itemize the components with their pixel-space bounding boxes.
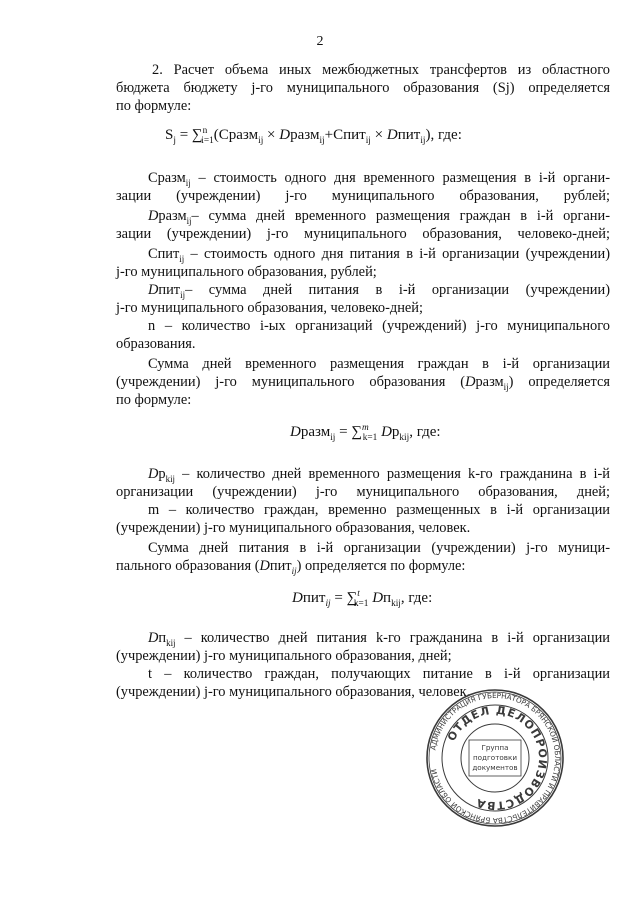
- stamp-center-line-3: документов: [472, 763, 518, 772]
- para2-line-1: Сумма дней временного размещения граждан в i-й организации: [148, 356, 610, 372]
- para1-line-2: бюджета бюджету j-го муниципального образования (Sj) определяется: [116, 80, 610, 96]
- stamp-middle-text: ОТДЕЛ ДЕЛОПРОИЗВОДСТВА: [445, 703, 550, 813]
- def-dp-line-2: организации (учреждении) j-го муниципального образования, дней;: [116, 484, 610, 500]
- stamp-center-line-2: подготовки: [472, 753, 518, 762]
- def-t-line-2: (учреждении) j-го муниципального образования, человек.: [116, 684, 471, 700]
- def-m-line-1: m – количество граждан, временно размещенных в i-й организации: [148, 502, 610, 518]
- para1-line-1: 2. Расчет объема иных межбюджетных трансфертов из областного: [152, 62, 610, 78]
- para3-line-1: Сумма дней питания в i-й организации (учреждении) j-го муници-: [148, 540, 610, 556]
- stamp-center-line-1: Группа: [481, 743, 509, 752]
- formula-sj: $S_j$ = ∑$^n_{i=1}$(Cразм$_{ij}$ × Dразм$_{ij}$+Cпит$_{ij}$ × Dпит$_{ij}$), где:: [165, 126, 462, 146]
- def-crazm-line-1: Cразм$_{ij}$ – стоимость одного дня временного размещения в i-й органи-: [148, 170, 610, 188]
- para2-line-2: (учреждении) j-го муниципального образования (Dразм$_{ij}$) определяется: [116, 374, 611, 392]
- para2-line-3: по формуле:: [116, 392, 192, 408]
- def-dp-line-1: $Dp_{kij}$ – количество дней временного размещения k-го гражданина в i-й: [148, 466, 610, 484]
- def-dpit-line-2: j-го муниципального образования, человеко-дней;: [116, 300, 423, 316]
- para3-line-2: пального образования (Dпит$_{ij}$) определяется по формуле:: [116, 558, 466, 576]
- page-number: 2: [316, 34, 324, 49]
- def-m-line-2: (учреждении) j-го муниципального образования, человек.: [116, 520, 471, 536]
- def-cpit-line-1: Cпит$_{ij}$ – стоимость одного дня питания в i-й организации (учреждении): [148, 246, 610, 264]
- def-cpit-line-2: j-го муниципального образования, рублей;: [116, 264, 377, 280]
- def-dpit-line-1: Dпит$_{ij}$– сумма дней питания в i-й организации (учреждении): [148, 282, 610, 300]
- official-stamp: [425, 688, 565, 828]
- def-t-line-1: t – количество граждан, получающих питание в i-й организации: [148, 666, 610, 682]
- stamp-outer-text: АДМИНИСТРАЦИЯ ГУБЕРНАТОРА БРЯНСКОЙ ОБЛАСТИ И ПРАВИТЕЛЬСТВА БРЯНСКОЙ ОБЛАСТИ: [428, 690, 563, 826]
- def-drazm-line-2: зации (учреждении) j-го муниципального образования, человеко-дней;: [116, 226, 610, 242]
- para1-line-3: по формуле:: [116, 98, 192, 114]
- def-crazm-line-2: зации (учреждении) j-го муниципального образования, рублей;: [116, 188, 610, 204]
- def-dn-line-1: $Dп_{kij}$ – количество дней питания k-го гражданина в i-й организации: [148, 630, 610, 648]
- def-dn-line-2: (учреждении) j-го муниципального образования, дней;: [116, 648, 452, 664]
- formula-dpit: Dпит$_{ij}$ = ∑$^t_{k=1}$ $Dп_{kij}$, где:: [292, 589, 433, 609]
- def-n-line-1: n – количество i-ых организаций (учреждений) j-го муниципального: [148, 318, 610, 334]
- def-drazm-line-1: Dразм$_{ij}$– сумма дней временного размещения граждан в i-й органи-: [148, 208, 610, 226]
- def-n-line-2: образования.: [116, 336, 196, 352]
- formula-drazm: Dразм$_{ij}$ = ∑$^m_{k=1}$ $Dp_{kij}$, где:: [290, 423, 441, 443]
